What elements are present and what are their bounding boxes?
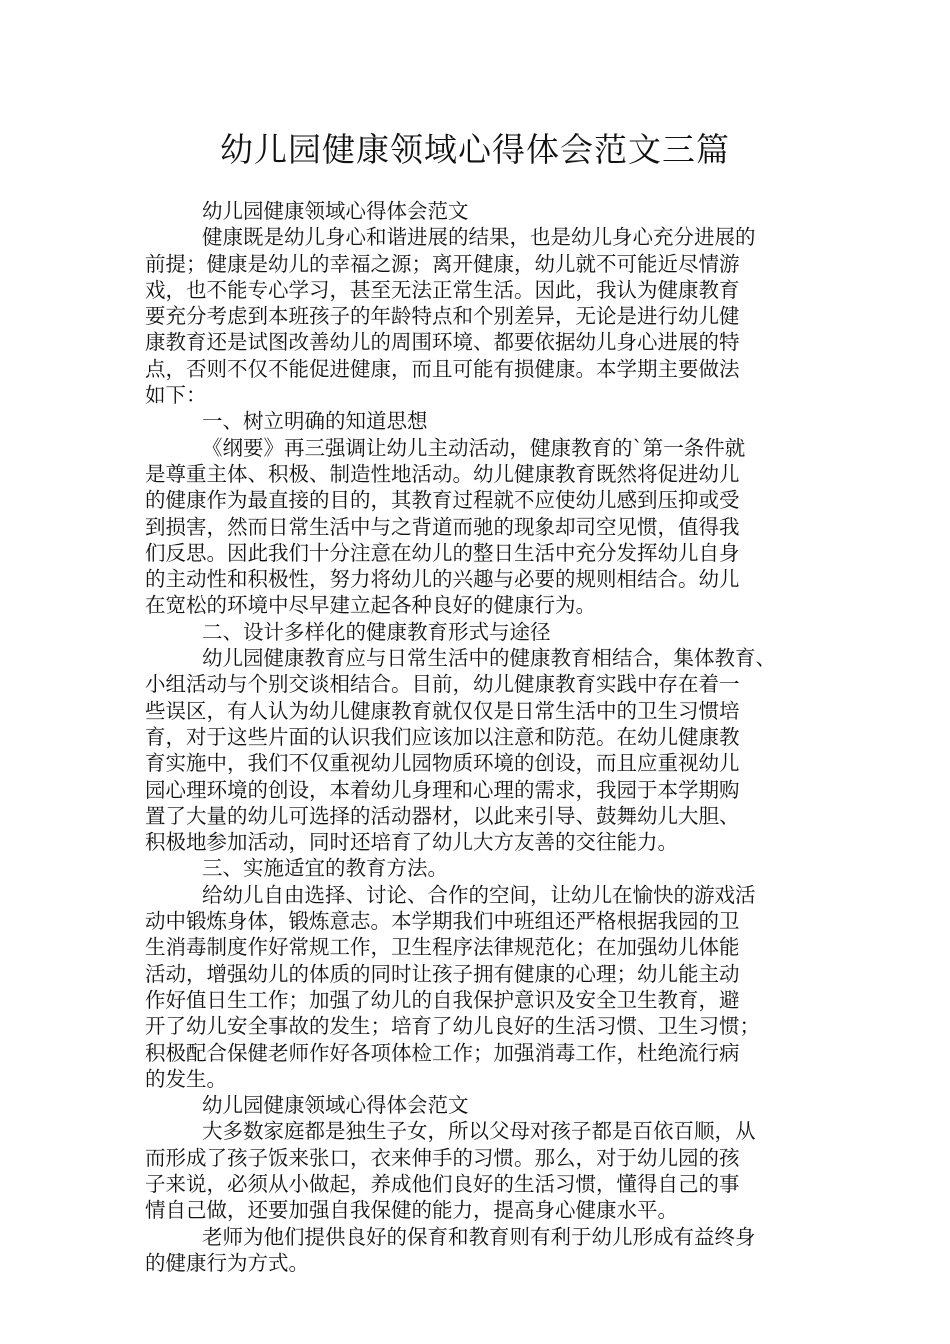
- text-line: 的主动性和积极性，努力将幼儿的兴趣与必要的规则相结合。幼儿: [145, 567, 740, 592]
- document-body: [145, 198, 811, 1276]
- text-line: 如下：: [145, 383, 207, 408]
- text-line: 育实施中，我们不仅重视幼儿园物质环境的创设，而且应重视幼儿: [145, 751, 740, 776]
- text-line: 动中锻炼身体，锻炼意志。本学期我们中班组还严格根据我园的卫: [145, 909, 740, 934]
- text-line: 是尊重主体、积极、制造性地活动。幼儿健康教育既然将促进幼儿: [145, 461, 740, 486]
- text-line: 给幼儿自由选择、讨论、合作的空间，让幼儿在愉快的游戏活: [202, 882, 756, 907]
- text-line: 健康既是幼儿身心和谐进展的结果，也是幼儿身心充分进展的: [202, 225, 756, 250]
- text-line: 育，对于这些片面的认识我们应该加以注意和防范。在幼儿健康教: [145, 724, 740, 749]
- text-line: 们反思。因此我们十分注意在幼儿的整日生活中充分发挥幼儿自身: [145, 540, 740, 565]
- text-line: 园心理环境的创设，本着幼儿身理和心理的需求，我园于本学期购: [145, 777, 740, 802]
- text-line: 前提；健康是幼儿的幸福之源；离开健康，幼儿就不可能近尽情游: [145, 251, 740, 276]
- text-line: 三、实施适宜的教育方法。: [202, 856, 448, 881]
- text-line: 幼儿园健康领域心得体会范文: [202, 199, 469, 223]
- text-line: 老师为他们提供良好的保育和教育则有利于幼儿形成有益终身: [202, 1224, 756, 1249]
- text-line: 开了幼儿安全事故的发生；培育了幼儿良好的生活习惯、卫生习惯；: [145, 1014, 760, 1039]
- text-line: 的健康行为方式。: [145, 1250, 309, 1275]
- text-line: 一、树立明确的知道思想: [202, 409, 428, 434]
- text-line: 的发生。: [145, 1066, 227, 1091]
- text-line: 子来说，必须从小做起，养成他们良好的生活习惯，懂得自己的事: [145, 1171, 740, 1196]
- text-line: 置了大量的幼儿可选择的活动器材，以此来引导、鼓舞幼儿大胆、: [145, 803, 740, 828]
- text-line: 小组活动与个别交谈相结合。目前，幼儿健康教育实践中存在着一: [145, 672, 740, 697]
- text-line: 积极地参加活动，同时还培育了幼儿大方友善的交往能力。: [145, 830, 678, 855]
- document-title: 幼儿园健康领域心得体会范文三篇: [220, 130, 730, 169]
- text-line: 二、设计多样化的健康教育形式与途径: [202, 619, 551, 644]
- text-line: 《纲要》再三强调让幼儿主动活动，健康教育的`第一条件就: [202, 435, 746, 460]
- text-line: 大多数家庭都是独生子女，所以父母对孩子都是百依百顺，从: [202, 1119, 756, 1144]
- text-line: 在宽松的环境中尽早建立起各种良好的健康行为。: [145, 593, 596, 618]
- text-line: 点，否则不仅不能促进健康，而且可能有损健康。本学期主要做法: [145, 356, 740, 381]
- text-line: 要充分考虑到本班孩子的年龄特点和个别差异，无论是进行幼儿健: [145, 304, 740, 329]
- text-line: 到损害，然而日常生活中与之背道而驰的现象却司空见惯，值得我: [145, 514, 740, 539]
- text-line: 幼儿园健康领域心得体会范文: [202, 1093, 469, 1118]
- text-line: 的健康作为最直接的目的，其教育过程就不应使幼儿感到压抑或受: [145, 488, 740, 513]
- text-line: 活动，增强幼儿的体质的同时让孩子拥有健康的心理；幼儿能主动: [145, 961, 740, 986]
- text-line: 作好值日生工作；加强了幼儿的自我保护意识及安全卫生教育，避: [145, 987, 740, 1012]
- text-line: 些误区，有人认为幼儿健康教育就仅仅是日常生活中的卫生习惯培: [145, 698, 740, 723]
- text-line: 幼儿园健康教育应与日常生活中的健康教育相结合，集体教育、: [202, 646, 776, 671]
- text-line: 戏，也不能专心学习，甚至无法正常生活。因此，我认为健康教育: [145, 277, 740, 302]
- text-line: 而形成了孩子饭来张口，衣来伸手的习惯。那么，对于幼儿园的孩: [145, 1145, 740, 1170]
- text-line: 康教育还是试图改善幼儿的周围环境、都要依据幼儿身心进展的特: [145, 330, 740, 355]
- text-line: 积极配合保健老师作好各项体检工作；加强消毒工作，杜绝流行病: [145, 1040, 740, 1065]
- text-line: 生消毒制度作好常规工作，卫生程序法律规范化；在加强幼儿体能: [145, 935, 740, 960]
- text-line: 情自己做，还要加强自我保健的能力，提高身心健康水平。: [145, 1198, 678, 1223]
